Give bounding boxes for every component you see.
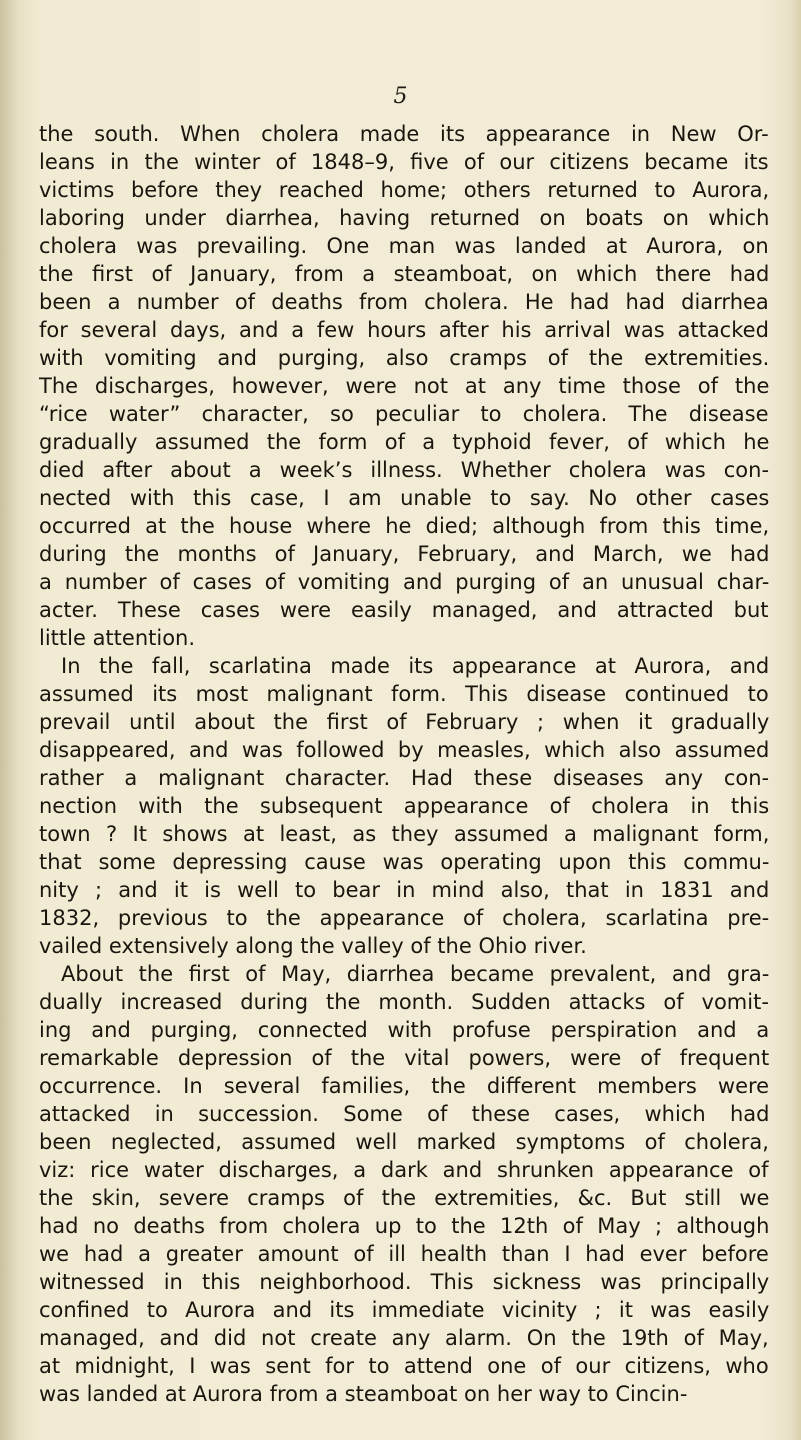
text-line: been a number of deaths from cholera. He had had diarrhea <box>39 290 769 314</box>
text-line: laboring under diarrhea, having returned on boats on which <box>39 206 769 230</box>
text-line: we had a greater amount of ill health than I had ever before <box>39 1242 769 1266</box>
text-line: remarkable depression of the vital powers, were of frequent <box>39 1046 769 1070</box>
text-line: cholera was prevailing. One man was landed at Aurora, on <box>39 234 769 258</box>
text-line: the skin, severe cramps of the extremities, &c. But still we <box>39 1186 769 1210</box>
text-line: at midnight, I was sent for to attend one of our citizens, who <box>39 1354 769 1378</box>
text-line: attacked in succession. Some of these cases, which had <box>39 1102 769 1126</box>
text-line: In the fall, scarlatina made its appearance at Aurora, and <box>61 654 769 678</box>
page-number: 5 <box>393 84 408 109</box>
text-line: prevail until about the first of February ; when it gradually <box>39 710 769 734</box>
text-line: acter. These cases were easily managed, and attracted but <box>39 598 769 622</box>
text-line: town ? It shows at least, as they assumed a malignant form, <box>39 822 769 846</box>
text-line: gradually assumed the form of a typhoid fever, of which he <box>39 430 769 454</box>
text-line: nection with the subsequent appearance of cholera in this <box>39 794 769 818</box>
text-line: disappeared, and was followed by measles, which also assumed <box>39 738 769 762</box>
text-line: rather a malignant character. Had these diseases any con- <box>39 766 769 790</box>
text-line: the south. When cholera made its appearance in New Or- <box>39 122 769 146</box>
text-line: vailed extensively along the valley of the Ohio river. <box>39 934 587 958</box>
text-line: had no deaths from cholera up to the 12th of May ; although <box>39 1214 769 1238</box>
text-line: viz: rice water discharges, a dark and shrunken appearance of <box>39 1158 769 1182</box>
text-line: victims before they reached home; others returned to Aurora, <box>39 178 769 202</box>
text-line: dually increased during the month. Sudden attacks of vomit- <box>39 990 769 1014</box>
text-line: 1832, previous to the appearance of cholera, scarlatina pre- <box>39 906 769 930</box>
text-line: with vomiting and purging, also cramps of the extremities. <box>39 346 769 370</box>
text-line: died after about a week’s illness. Whether cholera was con- <box>39 458 769 482</box>
text-line: “rice water” character, so peculiar to cholera. The disease <box>39 402 769 426</box>
text-line: nected with this case, I am unable to say. No other cases <box>39 486 769 510</box>
text-line: The discharges, however, were not at any time those of the <box>39 374 769 398</box>
text-line: little attention. <box>39 626 196 650</box>
text-line: occurred at the house where he died; although from this time, <box>39 514 769 538</box>
text-line: witnessed in this neighborhood. This sickness was principally <box>39 1270 769 1294</box>
text-line: assumed its most malignant form. This disease continued to <box>39 682 769 706</box>
text-line: occurrence. In several families, the different members were <box>39 1074 769 1098</box>
text-line: managed, and did not create any alarm. On the 19th of May, <box>39 1326 769 1350</box>
text-line: a number of cases of vomiting and purging of an unusual char- <box>39 570 769 594</box>
text-line: About the first of May, diarrhea became prevalent, and gra- <box>61 962 769 986</box>
text-line: leans in the winter of 1848–9, five of our citizens became its <box>39 150 769 174</box>
text-line: was landed at Aurora from a steamboat on her way to Cincin- <box>39 1382 688 1406</box>
text-line: for several days, and a few hours after his arrival was attacked <box>39 318 769 342</box>
text-line: that some depressing cause was operating upon this commu- <box>39 850 769 874</box>
text-line: the first of January, from a steamboat, on which there had <box>39 262 769 286</box>
body-text <box>39 120 769 1408</box>
text-line: nity ; and it is well to bear in mind also, that in 1831 and <box>39 878 769 902</box>
text-line: been neglected, assumed well marked symptoms of cholera, <box>39 1130 769 1154</box>
text-line: during the months of January, February, and March, we had <box>39 542 769 566</box>
text-line: ing and purging, connected with profuse perspiration and a <box>39 1018 769 1042</box>
text-line: confined to Aurora and its immediate vicinity ; it was easily <box>39 1298 769 1322</box>
